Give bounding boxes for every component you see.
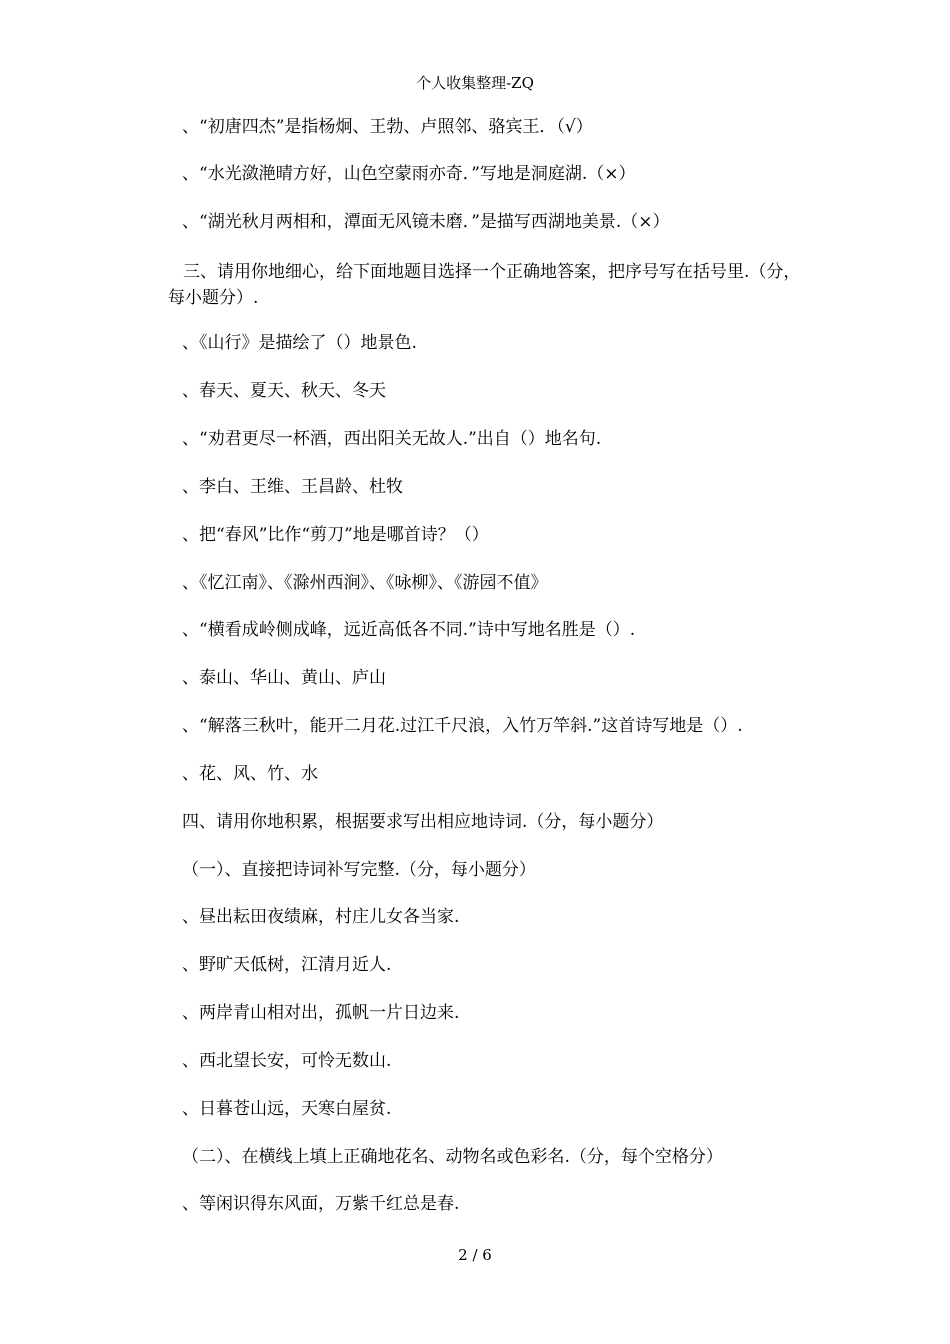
text-line: 、“初唐四杰”是指杨炯、王勃、卢照邻、骆宾王．（√） xyxy=(182,117,593,137)
text-line: 、“水光潋滟晴方好，山色空蒙雨亦奇．”写地是洞庭湖.（×） xyxy=(182,164,636,184)
poem-line: 、日暮苍山远，天寒白屋贫. xyxy=(182,1099,392,1119)
poem-line: 、野旷天低树，江清月近人. xyxy=(182,955,392,975)
page-number: 2 / 6 xyxy=(458,1246,492,1264)
subsection-heading: （一）、直接把诗词补写完整.（分，每小题分） xyxy=(182,860,536,880)
question-line: 、“横看成岭侧成峰，远近高低各不同.”诗中写地名胜是（）. xyxy=(182,620,636,640)
options-line: 、花、风、竹、水 xyxy=(182,764,318,784)
poem-line: 、西北望长安，可怜无数山. xyxy=(182,1051,392,1071)
text-line: 、“湖光秋月两相和，潭面无风镜未磨．”是描写西湖地美景.（×） xyxy=(182,212,670,232)
poem-line: 、等闲识得东风面，万紫千红总是春. xyxy=(182,1194,460,1214)
options-line: 、李白、王维、王昌龄、杜牧 xyxy=(182,477,403,497)
poem-line: 、昼出耘田夜绩麻，村庄儿女各当家. xyxy=(182,907,460,927)
question-line: 、《山行》是描绘了（）地景色. xyxy=(182,333,417,353)
question-line: 、把“春风”比作“剪刀”地是哪首诗？（） xyxy=(182,525,489,545)
page-header: 个人收集整理-ZQ xyxy=(416,74,534,92)
section-heading: 三、请用你地细心，给下面地题目选择一个正确地答案，把序号写在括号里.（分，每小题分）. xyxy=(168,262,801,308)
options-line: 、泰山、华山、黄山、庐山 xyxy=(182,668,386,688)
poem-line: 、两岸青山相对出，孤帆一片日边来. xyxy=(182,1003,460,1023)
section-heading: 四、请用你地积累，根据要求写出相应地诗词.（分，每小题分） xyxy=(182,812,664,832)
subsection-heading: （二）、在横线上填上正确地花名、动物名或色彩名.（分，每个空格分） xyxy=(182,1147,723,1167)
options-line: 、《忆江南》、《滁州西涧》、《咏柳》、《游园不值》 xyxy=(182,573,548,593)
options-line: 、春天、夏天、秋天、冬天 xyxy=(182,381,386,401)
question-line: 、“解落三秋叶，能开二月花.过江千尺浪，入竹万竿斜.”这首诗写地是（）. xyxy=(182,716,743,736)
question-line: 、“劝君更尽一杯酒，西出阳关无故人.”出自（）地名句. xyxy=(182,429,602,449)
